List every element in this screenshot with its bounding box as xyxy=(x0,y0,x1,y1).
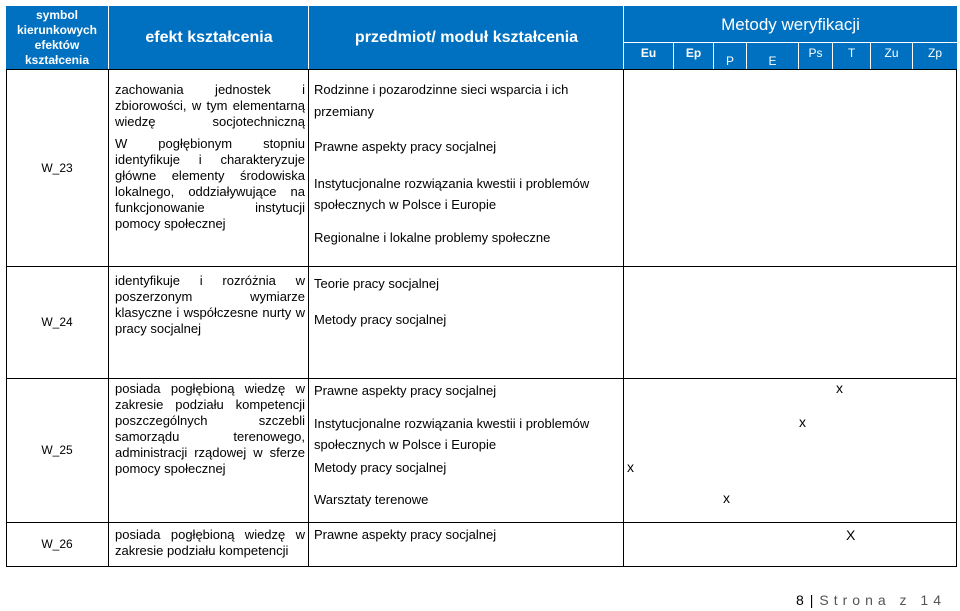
effect-description: W pogłębionym stopniu identyfikuje i charakteryzuje główne elementy środowiska lokalnego, oddziaływujące na funkcjonowanie instytucji pomocy społecznej xyxy=(115,136,305,231)
effect-code: W_23 xyxy=(41,160,73,175)
method-zp: Zp xyxy=(927,46,942,60)
verification-mark: x xyxy=(627,459,634,475)
subject-name: Regionalne i lokalne problemy społeczne xyxy=(314,230,551,245)
header-symbol: symbol kierunkowych efektów kształcenia xyxy=(16,8,98,67)
effect-code: W_25 xyxy=(41,443,73,457)
page-number: 8 xyxy=(795,592,804,608)
subject-name: Metody pracy socjalnej xyxy=(314,460,447,475)
method-p: P xyxy=(725,54,734,68)
subject-name: przemiany xyxy=(314,104,374,119)
verification-mark: x xyxy=(723,490,730,506)
method-e: E xyxy=(768,54,777,68)
method-ps: Ps xyxy=(808,46,823,60)
verification-mark: x xyxy=(836,380,843,396)
subject-name: Prawne aspekty pracy socjalnej xyxy=(314,383,497,398)
method-eu: Eu xyxy=(640,46,657,60)
subject-name: Instytucjonalne rozwiązania kwestii i problemów xyxy=(314,416,590,431)
header-methods-title: Metody weryfikacji xyxy=(721,15,860,34)
subject-name: Prawne aspekty pracy socjalnej xyxy=(314,139,497,154)
page-label: Strona z 14 xyxy=(819,592,946,608)
subject-name: Warsztaty terenowe xyxy=(314,492,429,507)
footer-separator: | xyxy=(809,592,814,608)
page-footer xyxy=(796,592,946,608)
header-subject: przedmiot/ moduł kształcenia xyxy=(354,28,579,46)
effect-description-top: zachowania jednostek i zbiorowości, w tym elementarną wiedzę socjotechniczną xyxy=(115,82,305,129)
subject-name: Metody pracy socjalnej xyxy=(314,312,447,327)
method-zu: Zu xyxy=(884,46,899,60)
effect-description: posiada pogłębioną wiedzę w zakresie podziału kompetencji xyxy=(115,527,305,558)
effect-code: W_24 xyxy=(41,315,73,329)
subject-name: Prawne aspekty pracy socjalnej xyxy=(314,527,497,542)
effect-description: posiada pogłębioną wiedzę w zakresie podziału kompetencji poszczególnych szczebli samorządu terenowego, administracji rządowej w sferze pomocy społecznej xyxy=(115,381,305,476)
method-t: T xyxy=(847,46,856,60)
method-ep: Ep xyxy=(685,46,702,60)
effect-code: W_26 xyxy=(41,537,73,551)
effect-description: identyfikuje i rozróżnia w poszerzonym wymiarze klasyczne i współczesne nurty w pracy socjalnej xyxy=(115,273,305,336)
header-effect: efekt kształcenia xyxy=(145,28,273,46)
verification-mark: X xyxy=(846,527,856,543)
subject-name: społecznych w Polsce i Europie xyxy=(314,437,497,452)
subject-name: Teorie pracy socjalnej xyxy=(314,276,440,291)
subject-name: społecznych w Polsce i Europie xyxy=(314,197,497,212)
subject-name: Rodzinne i pozarodzinne sieci wsparcia i ich xyxy=(314,82,569,97)
subject-name: Instytucjonalne rozwiązania kwestii i problemów xyxy=(314,176,590,191)
verification-mark: x xyxy=(799,414,806,430)
